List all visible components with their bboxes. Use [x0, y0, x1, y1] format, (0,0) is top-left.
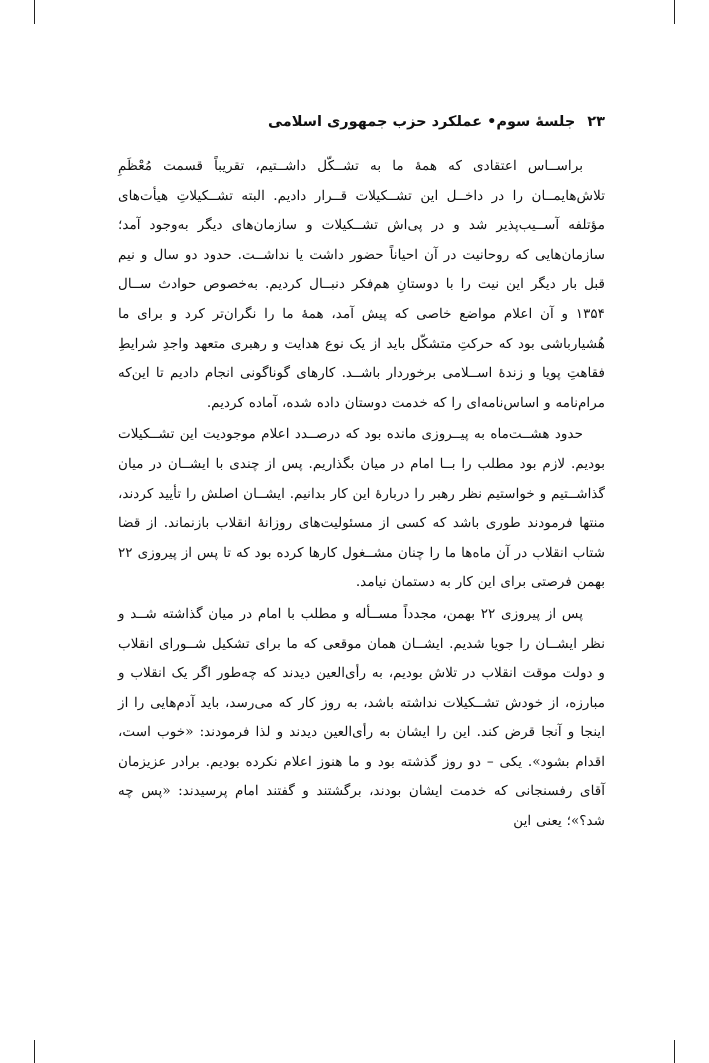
- crop-mark-top-left: [34, 0, 35, 24]
- page-number: ۲۳: [587, 114, 605, 130]
- paragraph-2: حدود هشــت‌ماه به پیــروزی مانده بود که درصــدد اعلام موجودیت این تشــکیلات بودیم. لازم بود مطلب را بــا امام در میان بگذاریم. پس از چندی با ایشــان در میان گذاشــتیم و خواستیم نظر رهبر را دربارهٔ این کار بدانیم. ایشــان اصلش را تأیید کردند، منتها فرمودند طوری باشد که کسی از مسئولیت‌های روزانهٔ انقلاب بازنماند. از قضا شتاب انقلاب در آن ماه‌ها ما را چنان مشــغول کارها کرده بود که تا پس از پیروزی ۲۲ بهمن فرصتی برای این کار به دستمان نیامد.: [118, 426, 605, 591]
- running-title: جلسهٔ سوم• عملکرد حزب جمهوری اسلامی: [268, 114, 576, 130]
- book-page: [118, 112, 605, 837]
- paragraph-3: پس از پیروزی ۲۲ بهمن، مجدداً مســأله و مطلب با امام در میان گذاشته شــد و نظر ایشــان را جویا شدیم. ایشــان همان موقعی که ما برای تشکیل شــورای انقلاب و دولت موقت انقلاب در تلاش بودیم، به رأی‌العین دیدند که چه‌طور اگر یک انقلاب و مبارزه، از خودش تشــکیلات نداشته باشد، به روز کار که می‌رسد، باید آدم‌هایی را از اینجا و آنجا قرض کند. این را ایشان به رأی‌العین دیدند و لذا فرمودند: «خوب است، اقدام بشود». یکی – دو روز گذشته بود و ما هنوز اعلام نکرده بودیم. برادر عزیزمان آقای رفسنجانی که خدمت ایشان بودند، برگشتند و گفتند امام پرسیدند: «پس چه شد؟»؛ یعنی این: [118, 605, 605, 830]
- crop-mark-bottom-right: [674, 1040, 675, 1063]
- paragraph-1: براســاس اعتقادی که همهٔ ما به تشــکّل داشــتیم، تقریباً قسمت مُعْظَمِ تلاش‌هایمــان را در داخــل این تشــکیلات قــرار دادیم. البته تشــکیلاتِ هیأت‌های مؤتلفه آســیب‌پذیر شد و در پی‌اش تشــکیلات و سازمان‌های دیگر به‌وجود آمد؛ سازمان‌هایی که روحانیت در آن احیاناً حضور داشت یا نداشــت. حدود دو سال و نیم قبل بار دیگر این نیت را با دوستانِ هم‌فکر دنبــال کردیم. به‌خصوص حوادث ســال ۱۳۵۴ و آن اعلام مواضع خاصی که پیش آمد، همهٔ ما را نگران‌تر کرد و برای ما هُشیارباشی بود که حرکتِ متشکّل باید از یک نوع هدایت و رهبری متعهد واجدِ شرایطِ فقاهتِ پویا و زندهٔ اســلامی برخوردار باشــد. کارهای گوناگونی انجام دادیم تا این‌که مرام‌نامه و اساس‌نامه‌ای را که خدمت دوستان داده شده، آماده کردیم.: [118, 158, 605, 411]
- body-text: [118, 152, 605, 837]
- crop-mark-bottom-left: [34, 1040, 35, 1063]
- running-header: [118, 112, 605, 140]
- crop-mark-top-right: [674, 0, 675, 24]
